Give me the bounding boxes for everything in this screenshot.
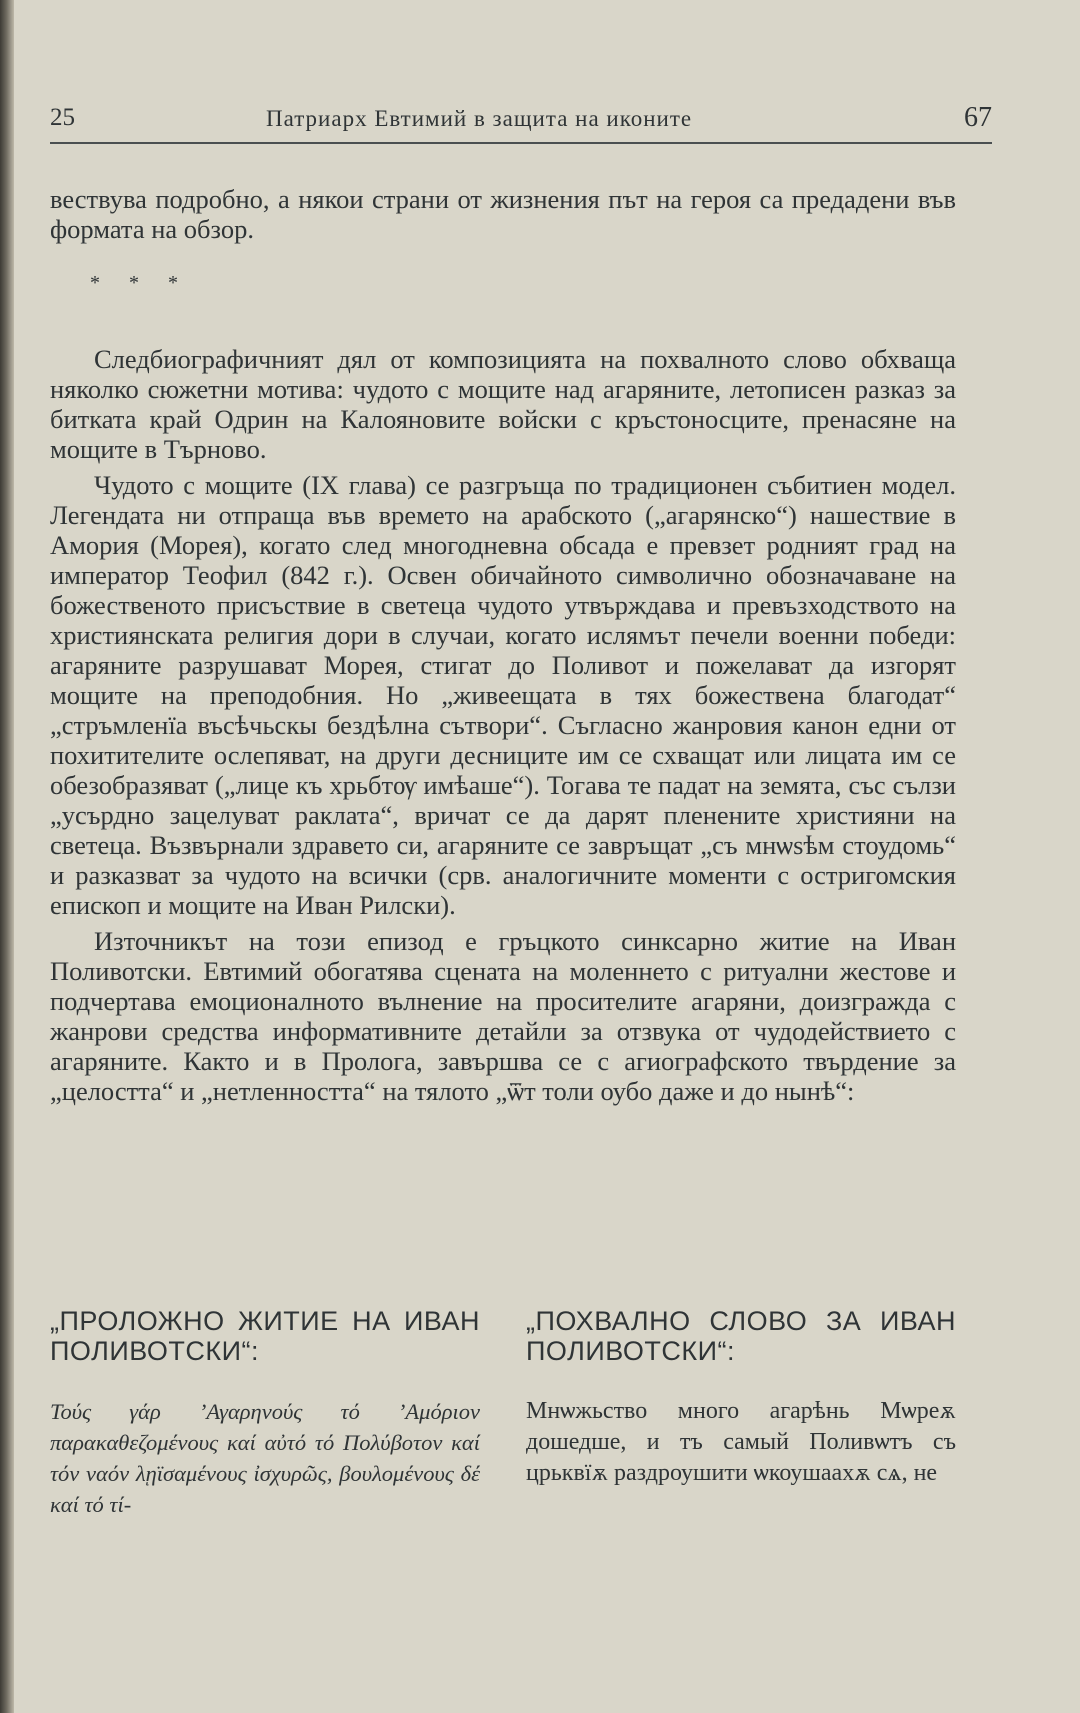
- paragraph: Източникът на този епизод е гръцкото синксарно житие на Иван Поливотски. Евтимий обогатява сцената на моленнето с ритуални жестове и подчертава емоционалното вълнение на просителите агаряни, доизгражда с жанрови средства информативните детайли за отзвука от чудодействието с агаряните. Както и в Пролога, завършва се с агиографското твърдение за „целостта“ и „нетленността“ на тялото „ѿт толи оубо даже и до нынѣ“:: [50, 926, 956, 1106]
- left-column-text: Τούς γάρ ’Αγαρηνούς τό ’Αμόριον παρακαθεζομένους καί αὐτό τό Πολύβοτον καί τόν ναόν λῃϊσαμένους ἰσχυρῶς, βουλομένους δέ καί τό τί-: [50, 1399, 480, 1517]
- section-separator: * * *: [90, 272, 190, 294]
- book-page: [50, 0, 1030, 1713]
- parallel-texts: [50, 1306, 956, 1517]
- header-rule: [50, 142, 992, 144]
- page-number-left: 25: [50, 104, 75, 131]
- paragraph: Чудото с мощите (IX глава) се разгръща по традиционен събитиен модел. Легендата ни отпраща във времето на арабското („агарянско“) нашествие в Амория (Морея), когато след многодневна обсада е превзет родният град на император Теофил (842 г.). Освен обичайното символично обозначаване на божественото присъствие в светеца чудото утвърждава и превъзходството на християнската религия дори в случаи, когато ислямът печели военни победи: агаряните разрушават Морея, стигат до Поливот и пожелават да изгорят мощите на преподобния. Но „живеещата в тях божествена благодат“ „стръмленїа въсѣчьскы бездѣлна сътвори“. Съгласно жанровия канон едни от похитителите ослепяват, на други десниците им се схващат или лицата им се обезобразяват („лице къ хрьбтѹ имѣаше“). Тогава те падат на земята, със сълзи „усърдно зацелуват раклата“, вричат се да дарят пленените християни на светеца. Възвърнали здравето си, агаряните се завръщат „съ мнѡѕѣм стоудомь“ и разказват за чудото на всички (срв. аналогичните моменти с остригомския епископ и мощите на Иван Рилски).: [50, 470, 956, 920]
- paragraph: Следбиографичният дял от композицията на похвалното слово обхваща няколко сюжетни мотива: чудото с мощите над агаряните, летописен разказ за битката край Одрин на Калояновите войски с кръстоносците, пренасяне на мощите в Търново.: [50, 344, 956, 464]
- running-title: Патриарх Евтимий в защита на иконите: [266, 106, 693, 131]
- right-column-text: Мнѡжьство много агарѣнь Мѡреѫ дошедше, и тъ самый Поливѡтъ съ црьквїѫ раздроушити ѡкоушаахѫ сѧ, не: [526, 1398, 956, 1486]
- book-binding-edge: [0, 0, 14, 1713]
- left-column-heading: „ПРОЛОЖНО ЖИТИЕ НА ИВАН ПОЛИВОТСКИ“:: [50, 1306, 480, 1366]
- paragraph-continuation: вествува подробно, а някои страни от жизнения път на героя са предадени във формата на обзор.: [50, 184, 956, 244]
- running-header: [50, 98, 992, 142]
- right-column-heading: „ПОХВАЛНО СЛОВО ЗА ИВАН ПОЛИВОТСКИ“:: [526, 1306, 956, 1366]
- page-number-right: 67: [964, 102, 992, 133]
- right-column: [526, 1306, 956, 1489]
- left-column: [50, 1306, 480, 1520]
- main-text: [50, 184, 956, 1106]
